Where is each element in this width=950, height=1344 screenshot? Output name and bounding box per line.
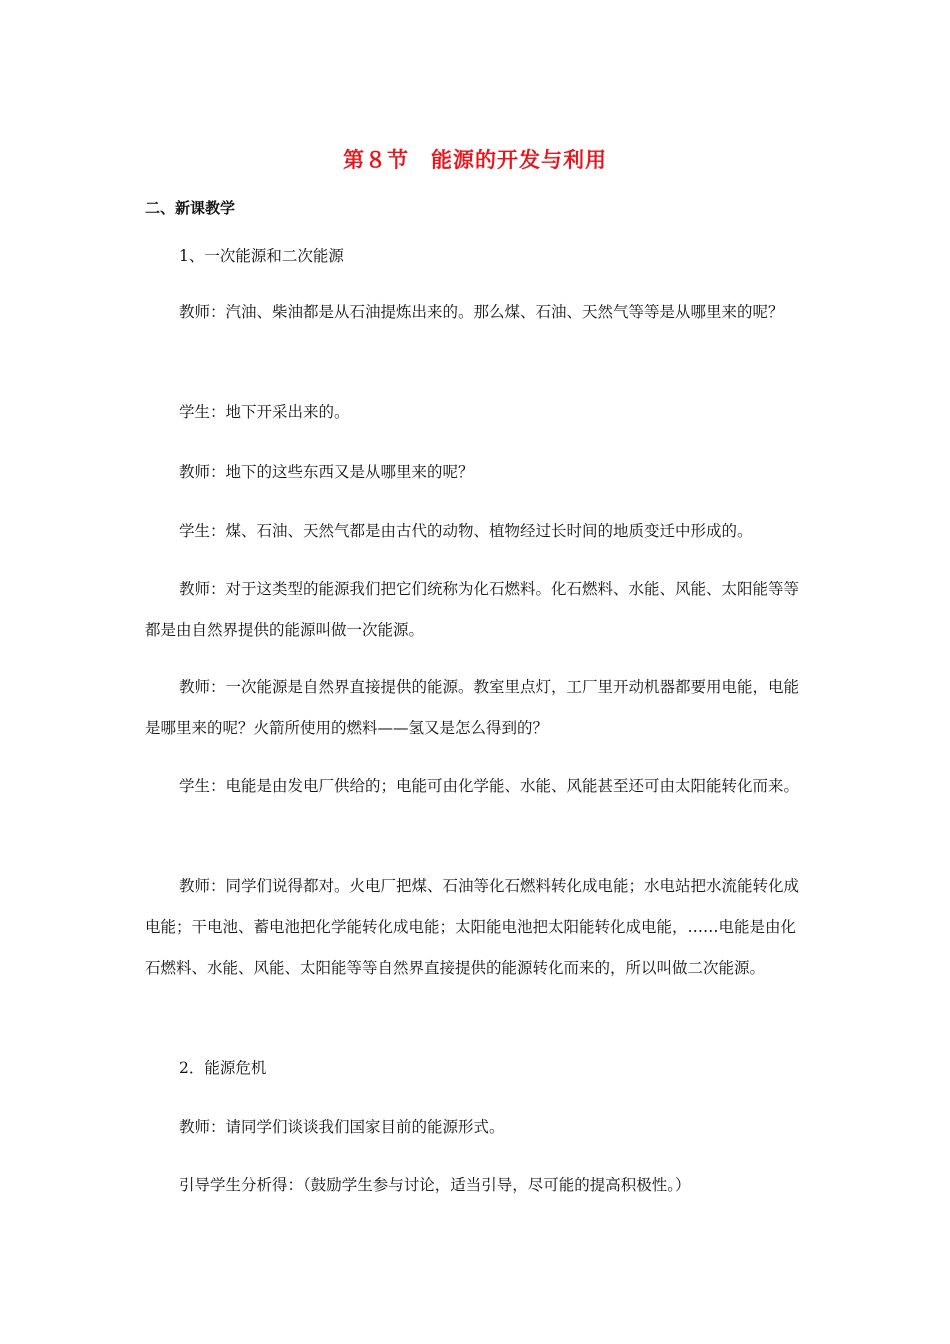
page-title: 第８节 能源的开发与利用 [343, 148, 607, 172]
paragraph: 学生：地下开采出来的。 [179, 403, 350, 421]
subheading-energy-crisis: 2．能源危机 [179, 1059, 267, 1077]
paragraph: 教师：一次能源是自然界直接提供的能源。教室里点灯，工厂里开动机器都要用电能，电能是哪里来的呢？火箭所使用的燃料——氢又是怎么得到的？ [145, 678, 800, 737]
paragraph: 学生：煤、石油、天然气都是由古代的动物、植物经过长时间的地质变迁中形成的。 [179, 522, 753, 540]
subheading-primary-secondary-energy: 1、一次能源和二次能源 [179, 247, 344, 265]
paragraph: 学生：电能是由发电厂供给的；电能可由化学能、水能、风能甚至还可由太阳能转化而来。 [179, 777, 800, 795]
paragraph: 教师：地下的这些东西又是从哪里来的呢？ [179, 463, 474, 481]
paragraph: 教师：对于这类型的能源我们把它们统称为化石燃料。化石燃料、水能、风能、太阳能等等都是由自然界提供的能源叫做一次能源。 [145, 580, 800, 639]
paragraph: 引导学生分析得：（鼓励学生参与讨论，适当引导，尽可能的提高积极性。） [179, 1176, 691, 1194]
paragraph: 教师：同学们说得都对。火电厂把煤、石油等化石燃料转化成电能；水电站把水流能转化成电能；干电池、蓄电池把化学能转化成电能；太阳能电池把太阳能转化成电能，……电能是由化石燃料、水能、风能、太阳能等等自然界直接提供的能源转化而来的，所以叫做二次能源。 [145, 877, 800, 977]
section-heading: 二、新课教学 [145, 199, 236, 217]
paragraph: 教师：请同学们谈谈我们国家目前的能源形式。 [179, 1118, 505, 1136]
paragraph: 教师：汽油、柴油都是从石油提炼出来的。那么煤、石油、天然气等等是从哪里来的呢？ [179, 303, 784, 321]
